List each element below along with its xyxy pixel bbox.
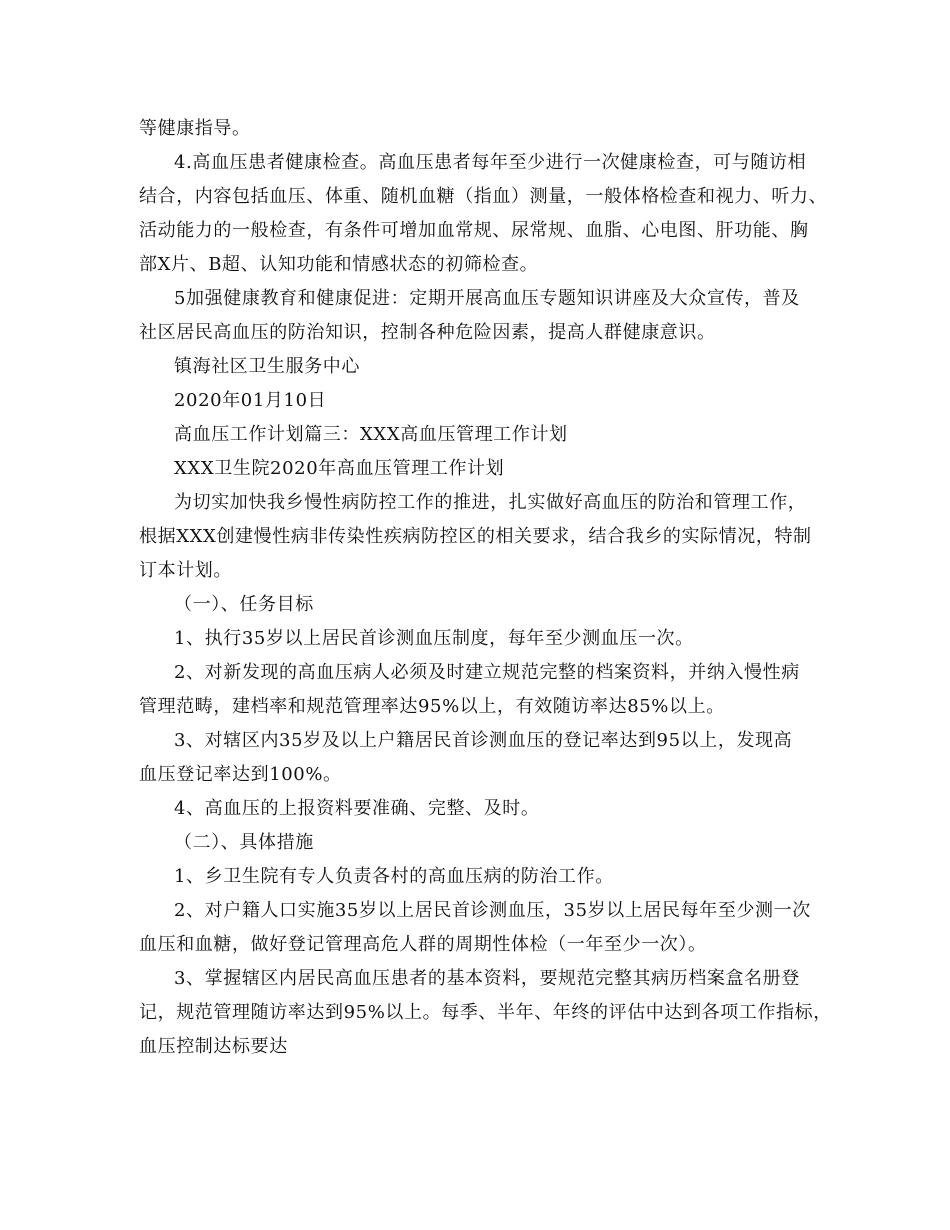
text-line: 4.高血压患者健康检查。高血压患者每年至少进行一次健康检查，可与随访相 — [174, 152, 807, 173]
text-line: 镇海社区卫生服务中心 — [174, 356, 360, 377]
text-line: 血压登记率达到100%。 — [139, 764, 342, 785]
text-line: 根据XXX创建慢性病非传染性疾病防控区的相关要求，结合我乡的实际情况，特制 — [139, 526, 812, 547]
section-heading: （一）、任务目标 — [174, 594, 314, 615]
text-line: 血压控制达标要达 — [139, 1036, 288, 1057]
text-line: 2020年01月10日 — [174, 390, 327, 411]
text-line: 部X片、B超、认知功能和情感状态的初筛检查。 — [139, 254, 539, 275]
text-line: 1、乡卫生院有专人负责各村的高血压病的防治工作。 — [174, 866, 614, 887]
text-line: 3、对辖区内35岁及以上户籍居民首诊测血压的登记率达到95以上，发现高 — [174, 730, 793, 751]
section-heading: （二）、具体措施 — [174, 832, 314, 853]
text-line: 等健康指导。 — [139, 118, 251, 139]
text-line: 1、执行35岁以上居民首诊测血压制度，每年至少测血压一次。 — [174, 628, 694, 649]
text-line: XXX卫生院2020年高血压管理工作计划 — [174, 458, 505, 479]
text-line: 记，规范管理随访率达到95%以上。每季、半年、年终的评估中达到各项工作指标， — [139, 1002, 832, 1023]
text-line: 活动能力的一般检查，有条件可增加血常规、尿常规、血脂、心电图、肝功能、胸 — [139, 220, 809, 241]
text-line: 为切实加快我乡慢性病防控工作的推进，扎实做好高血压的防治和管理工作， — [174, 492, 807, 513]
text-line: 结合，内容包括血压、体重、随机血糖（指血）测量，一般体格检查和视力、听力、 — [139, 186, 828, 207]
text-line: 2、对户籍人口实施35岁以上居民首诊测血压，35岁以上居民每年至少测一次 — [174, 900, 811, 921]
text-line: 3、掌握辖区内居民高血压患者的基本资料，要规范完整其病历档案盒名册登 — [174, 968, 800, 989]
text-line: 5加强健康教育和健康促进：定期开展高血压专题知识讲座及大众宣传，普及 — [174, 288, 800, 309]
text-line: 高血压工作计划篇三：XXX高血压管理工作计划 — [174, 424, 568, 445]
text-line: 4、高血压的上报资料要准确、完整、及时。 — [174, 798, 540, 819]
text-line: 社区居民高血压的防治知识，控制各种危险因素，提高人群健康意识。 — [139, 322, 716, 343]
text-line: 管理范畴，建档率和规范管理率达95%以上，有效随访率达85%以上。 — [139, 696, 725, 717]
text-line: 2、对新发现的高血压病人必须及时建立规范完整的档案资料，并纳入慢性病 — [174, 662, 800, 683]
text-line: 血压和血糖，做好登记管理高危人群的周期性体检（一年至少一次）。 — [139, 934, 707, 955]
text-line: 订本计划。 — [139, 560, 232, 581]
